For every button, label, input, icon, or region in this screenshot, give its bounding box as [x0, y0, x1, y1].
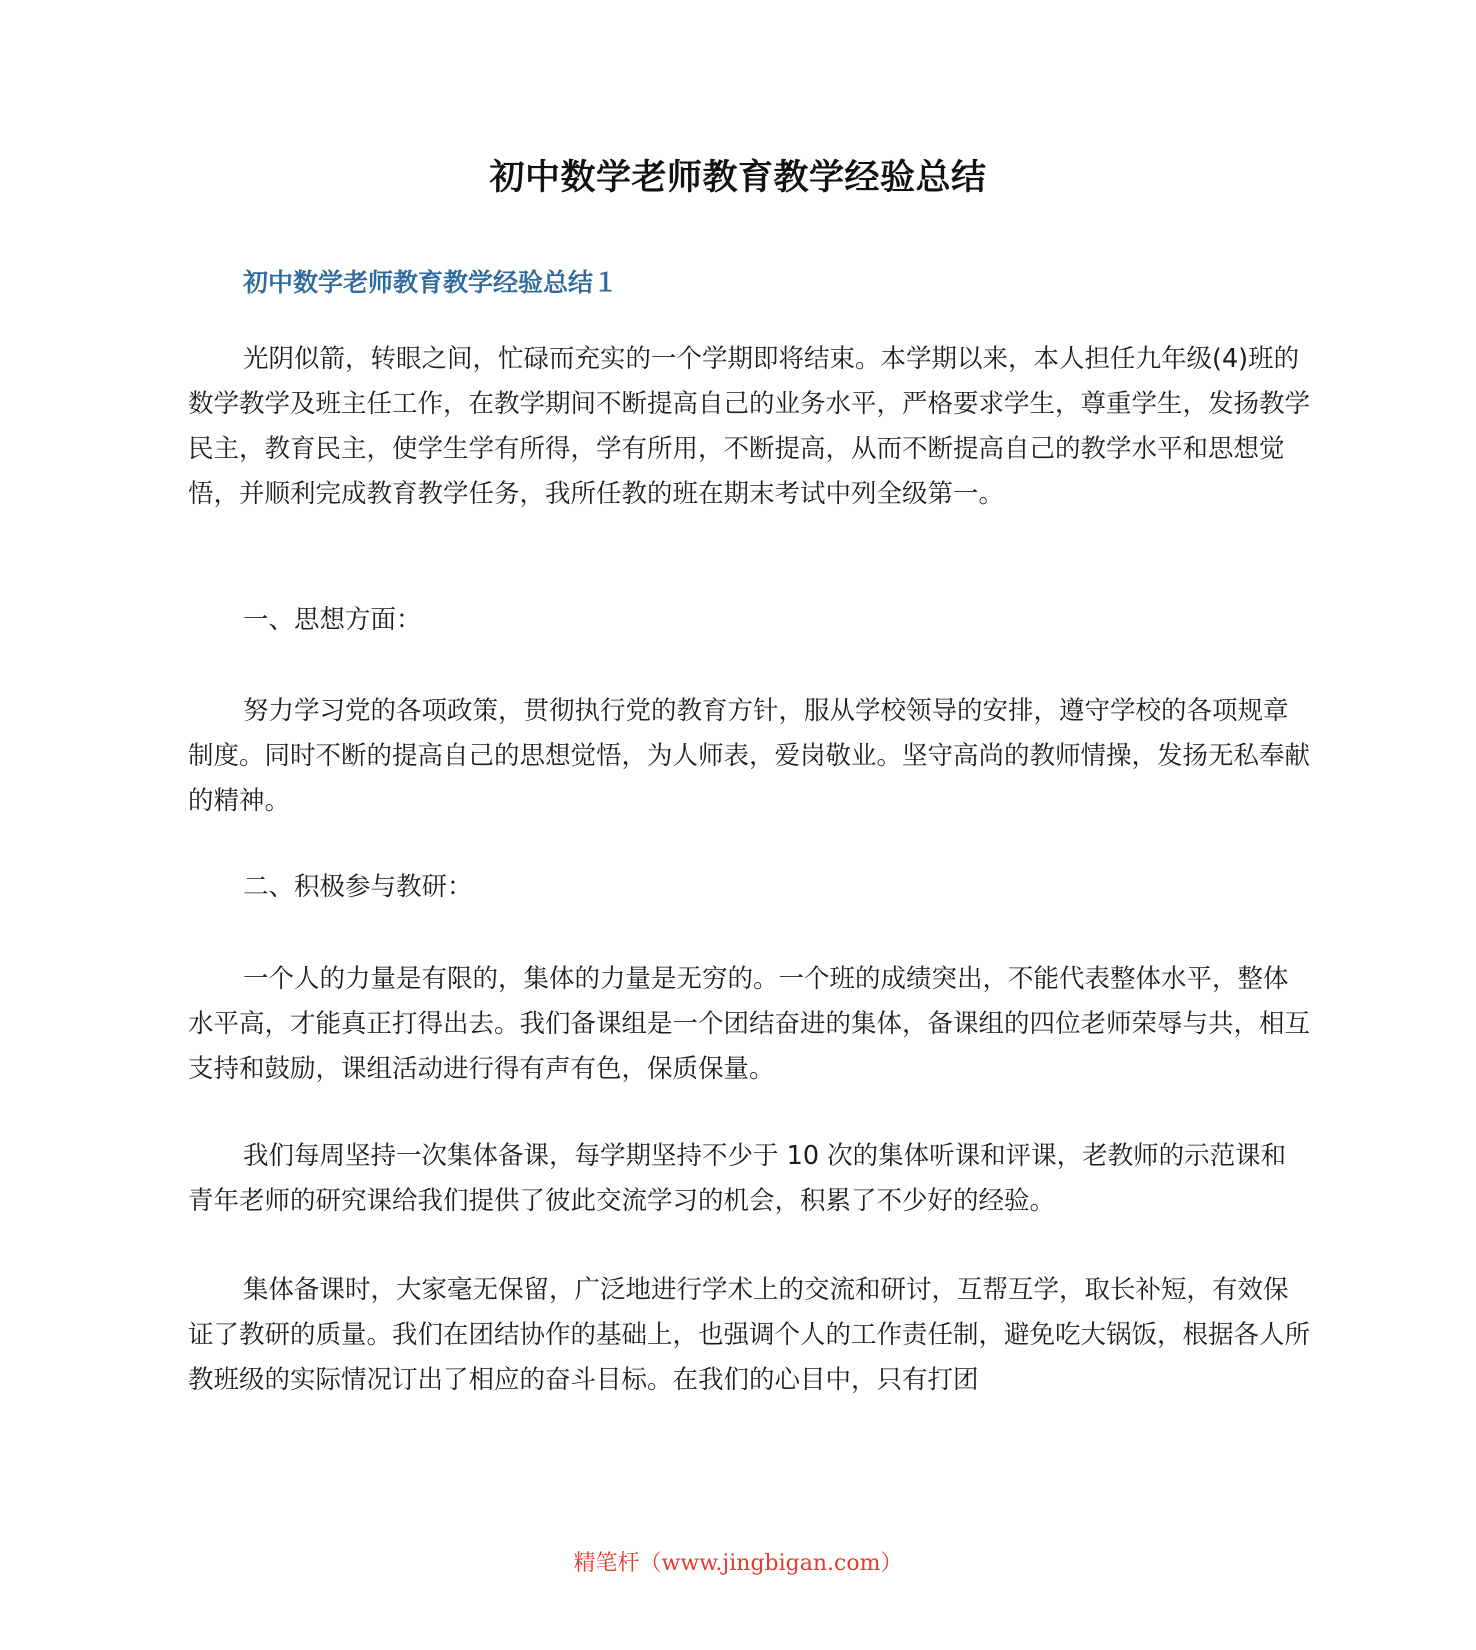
- paragraph-research-1: 一个人的力量是有限的，集体的力量是无穷的。一个班的成绩突出，不能代表整体水平，整体水平高，才能真正打得出去。我们备课组是一个团结奋进的集体，备课组的四位老师荣辱与共，相互支持和鼓励，课组活动进行得有声有色，保质保量。: [188, 964, 1311, 1084]
- paragraph-intro: 光阴似箭，转眼之间，忙碌而充实的一个学期即将结束。本学期以来，本人担任九年级(4)班的数学教学及班主任工作，在教学期间不断提高自己的业务水平，严格要求学生，尊重学生，发扬教学民主，教育民主，使学生学有所得，学有所用，不断提高，从而不断提高自己的教学水平和思想觉悟，并顺利完成教育教学任务，我所任教的班在期末考试中列全级第一。: [188, 344, 1311, 509]
- footer-watermark: 精笔杆（www.jingbigan.com）: [573, 1551, 903, 1576]
- paragraph-research-3: 集体备课时，大家毫无保留，广泛地进行学术上的交流和研讨，互帮互学，取长补短，有效保证了教研的质量。我们在团结协作的基础上，也强调个人的工作责任制，避免吃大锅饭，根据各人所教班级的实际情况订出了相应的奋斗目标。在我们的心目中，只有打团: [188, 1275, 1311, 1395]
- subheading-research: 二、积极参与教研：: [243, 872, 473, 902]
- paragraph-research-2: 我们每周坚持一次集体备课，每学期坚持不少于 10 次的集体听课和评课，老教师的示范课和青年老师的研究课给我们提供了彼此交流学习的机会，积累了不少好的经验。: [188, 1141, 1287, 1216]
- section-heading: 初中数学老师教育教学经验总结１: [243, 268, 619, 297]
- subheading-thought: 一、思想方面：: [243, 605, 422, 635]
- document-title: 初中数学老师教育教学经验总结: [489, 158, 987, 198]
- paragraph-thought: 努力学习党的各项政策，贯彻执行党的教育方针，服从学校领导的安排，遵守学校的各项规章制度。同时不断的提高自己的思想觉悟，为人师表，爱岗敬业。坚守高尚的教师情操，发扬无私奉献的精神。: [188, 696, 1311, 816]
